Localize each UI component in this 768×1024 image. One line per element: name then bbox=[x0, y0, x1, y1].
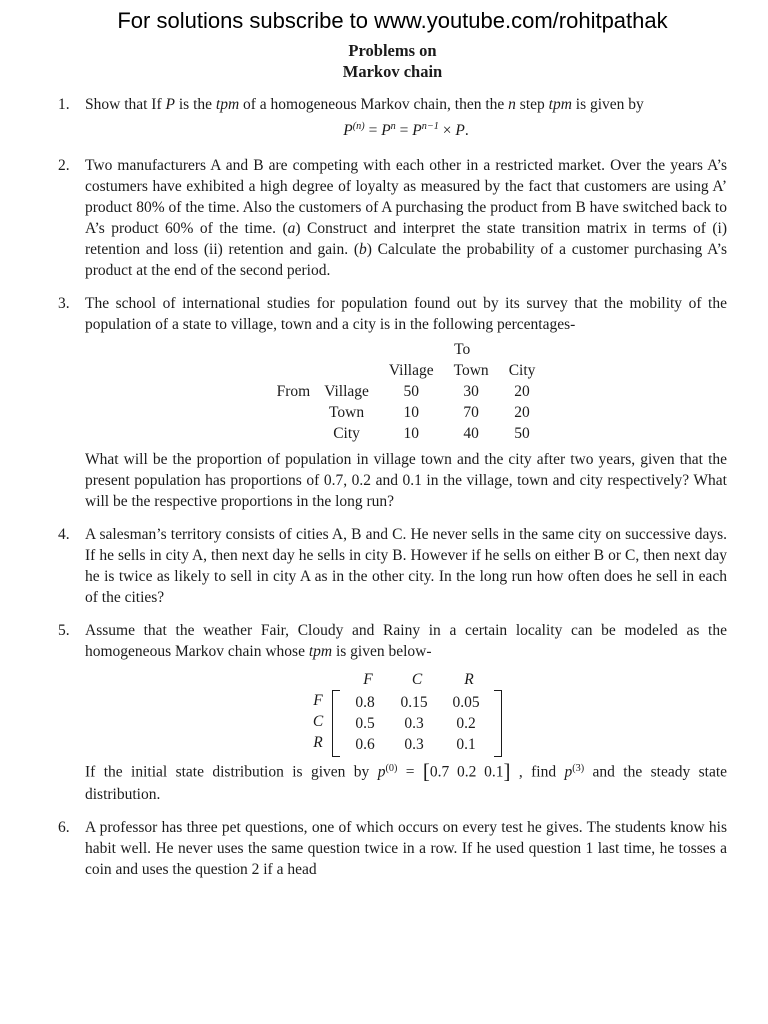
mobility-table-to-row bbox=[267, 339, 546, 360]
empty-cell bbox=[314, 339, 379, 360]
problem-2-body bbox=[85, 155, 727, 281]
empty-cell bbox=[267, 423, 315, 444]
row-label-town: Town bbox=[328, 404, 365, 421]
problem-3-body bbox=[85, 293, 727, 512]
problem-4 bbox=[58, 524, 727, 608]
problem-1-number: 1. bbox=[58, 96, 70, 113]
doc-title-line1: Problems on bbox=[348, 41, 437, 60]
problem-5-text: Assume that the weather Fair, Cloudy and Rainy in a certain locality can be modeled as the homogeneous Markov chain whose tpm is given below- bbox=[85, 622, 727, 660]
cell-city-city: 50 bbox=[514, 425, 530, 442]
cell-village-city: 20 bbox=[514, 383, 530, 400]
problem-2-number: 2. bbox=[58, 157, 70, 174]
cell-city-town: 40 bbox=[463, 425, 479, 442]
matrix-cell-fc: 0.15 bbox=[400, 694, 428, 711]
empty-cell bbox=[267, 339, 315, 360]
cell-village-village: 50 bbox=[403, 383, 419, 400]
cell-village-town: 30 bbox=[463, 383, 479, 400]
matrix-body bbox=[310, 690, 502, 757]
matrix-column-headers bbox=[310, 669, 502, 690]
problem-4-text: A salesman’s territory consists of cities A, B and C. He never sells in the same city on successive days. If he sells in city A, then next day he sells in city B. However if he sells on either B or C, then next day he is twice as likely to sell in city A as in the other city. In the long run how often does he sell in each of the cities? bbox=[85, 526, 727, 606]
col-header-city: City bbox=[508, 362, 536, 379]
empty-cell bbox=[267, 402, 315, 423]
doc-title-line2: Markov chain bbox=[342, 62, 443, 81]
problem-3-text-continued: What will be the proportion of population in village town and the city after two years, given that the present population has proportions of 0.7, 0.2 and 0.1 in the village, town and city respectively? What will be the respective proportions in the long run? bbox=[85, 451, 727, 510]
problem-1 bbox=[58, 94, 727, 143]
problem-5-body bbox=[85, 620, 727, 805]
matrix-cell-rc: 0.3 bbox=[404, 736, 424, 753]
col-header-town: Town bbox=[453, 362, 489, 379]
col-header-village: Village bbox=[388, 362, 434, 379]
cell-town-city: 20 bbox=[514, 404, 530, 421]
problem-6-text: A professor has three pet questions, one of which occurs on every test he gives. The students know his habit well. He never uses the same question twice in a row. If he used question 1 last time, he tosses a coin and uses the question 2 if a head bbox=[85, 819, 727, 879]
empty-cell bbox=[314, 360, 379, 381]
matrix-cell-cr: 0.2 bbox=[456, 715, 476, 732]
matrix-bracket-left bbox=[332, 690, 340, 757]
matrix-cell-ff: 0.8 bbox=[355, 694, 375, 711]
problem-3-number: 3. bbox=[58, 295, 70, 312]
mobility-table bbox=[267, 339, 546, 444]
cell-city-village: 10 bbox=[403, 425, 419, 442]
matrix-row-label-r: R bbox=[313, 734, 323, 751]
problem-5 bbox=[58, 620, 727, 805]
matrix-values bbox=[340, 690, 494, 757]
cell-town-town: 70 bbox=[463, 404, 479, 421]
matrix-row-label-f: F bbox=[313, 692, 323, 709]
from-label: From bbox=[276, 383, 311, 400]
problem-3-text: The school of international studies for population found out by its survey that the mobility of the population of a state to village, town and a city is in the following percentages- bbox=[85, 295, 727, 333]
matrix-cell-cc: 0.3 bbox=[404, 715, 424, 732]
matrix-cell-rf: 0.6 bbox=[355, 736, 375, 753]
cell-town-village: 10 bbox=[403, 404, 419, 421]
problem-4-body bbox=[85, 524, 727, 608]
mobility-table-row-village bbox=[267, 381, 546, 402]
problem-1-formula: $P^{(n)} = P^n = P^{n-1} \times P$. bbox=[343, 121, 469, 139]
matrix-row-label-c: C bbox=[312, 713, 324, 730]
problem-1-text: Show that If P is the tpm of a homogeneous Markov chain, then the n step tpm is given by bbox=[85, 96, 644, 113]
matrix-cell-rr: 0.1 bbox=[456, 736, 476, 753]
matrix-cell-fr: 0.05 bbox=[452, 694, 480, 711]
row-label-village: Village bbox=[324, 383, 369, 400]
problem-2 bbox=[58, 155, 727, 281]
matrix-cell-cf: 0.5 bbox=[355, 715, 375, 732]
mobility-table-header-row bbox=[267, 360, 546, 381]
mobility-table-row-town bbox=[267, 402, 546, 423]
problem-4-number: 4. bbox=[58, 526, 70, 543]
matrix-row-labels bbox=[310, 690, 326, 757]
problem-1-body bbox=[85, 94, 727, 143]
matrix-header-spacer bbox=[310, 669, 345, 690]
weather-tpm-matrix bbox=[310, 669, 502, 757]
row-label-city: City bbox=[333, 425, 360, 442]
matrix-col-header-r: R bbox=[464, 671, 474, 688]
problem-6-body bbox=[85, 817, 727, 880]
to-label: To bbox=[454, 341, 471, 358]
subscribe-banner: For solutions subscribe to www.youtube.com/rohitpathak bbox=[117, 8, 668, 33]
matrix-col-header-f: F bbox=[363, 671, 373, 688]
matrix-col-header-c: C bbox=[411, 671, 423, 688]
problem-5-text-continued: If the initial state distribution is given by $p^{(0)} = [0.7$ 0.2 0.1] , find $p^{(3)}$ and the steady state distribution. bbox=[85, 759, 728, 804]
problem-6-number: 6. bbox=[58, 819, 70, 837]
problem-2-text: Two manufacturers A and B are competing with each other in a restricted market. Over the years A’s costumers have exhibited a high degree of loyalty as measured by the fact that customers are using A’ product 80% of the time. Also the customers of A purchasing the product from B have switched back to A’s product 60% of the time. (a) Construct and interpret the state transition matrix in terms of (i) retention and loss (ii) retention and gain. (b) Calculate the probability of a customer purchasing A’s product at the end of the second period. bbox=[85, 157, 727, 279]
problem-5-number: 5. bbox=[58, 622, 70, 639]
problem-6 bbox=[58, 817, 727, 880]
problem-3 bbox=[58, 293, 727, 512]
mobility-table-row-city bbox=[267, 423, 546, 444]
matrix-bracket-right bbox=[494, 690, 502, 757]
empty-cell bbox=[267, 360, 315, 381]
